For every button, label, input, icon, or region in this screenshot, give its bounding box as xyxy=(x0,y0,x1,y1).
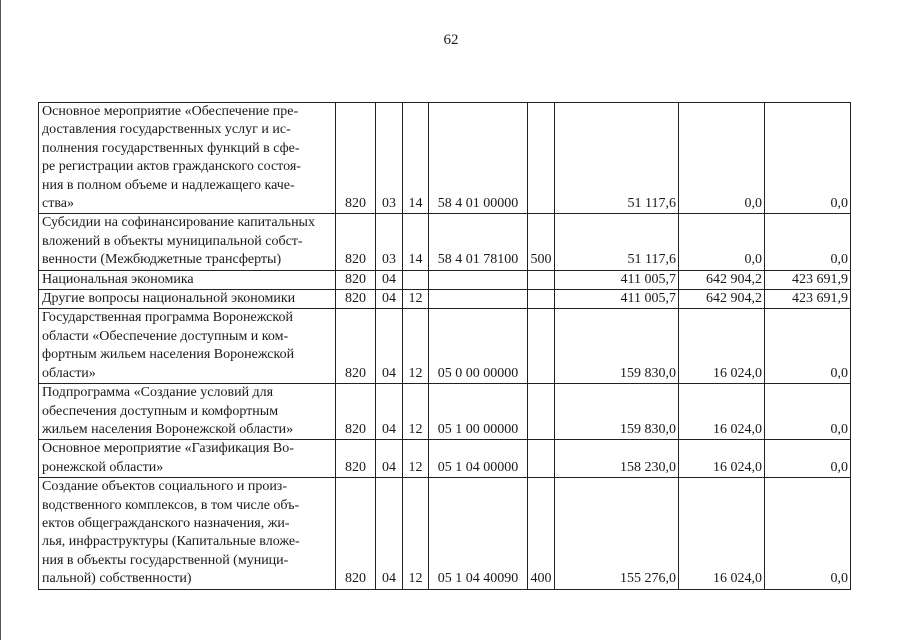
item-name-line: Субсидии на софинансирование капитальных xyxy=(42,215,315,231)
cell-expense-type xyxy=(528,290,555,309)
cell-target-article: 58 4 01 78100 xyxy=(429,214,528,270)
cell-amount-year-1: 155 276,0 xyxy=(555,478,679,589)
cell-amount-year-1: 411 005,7 xyxy=(555,270,679,289)
cell-item-name xyxy=(39,309,336,384)
item-name-line: ния в объекты государственной (муници- xyxy=(42,552,289,568)
item-name-line: ронежской области» xyxy=(42,459,164,475)
cell-amount-year-2: 642 904,2 xyxy=(679,290,765,309)
cell-expense-type xyxy=(528,384,555,440)
cell-amount-year-2: 16 024,0 xyxy=(679,440,765,478)
cell-amount-year-2: 642 904,2 xyxy=(679,270,765,289)
cell-amount-year-2: 16 024,0 xyxy=(679,384,765,440)
item-name-line: Другие вопросы национальной экономики xyxy=(42,291,296,307)
cell-item-name xyxy=(39,290,336,309)
item-name-line: водственного комплексов, в том числе объ- xyxy=(42,497,300,513)
cell-section-code: 04 xyxy=(376,384,403,440)
cell-amount-year-1: 159 830,0 xyxy=(555,309,679,384)
cell-item-name xyxy=(39,270,336,289)
cell-expense-type: 400 xyxy=(528,478,555,589)
cell-subsection-code xyxy=(403,270,429,289)
cell-section-code: 03 xyxy=(376,103,403,214)
cell-ministry-code: 820 xyxy=(336,440,376,478)
cell-amount-year-2: 16 024,0 xyxy=(679,478,765,589)
cell-section-code: 04 xyxy=(376,440,403,478)
cell-subsection-code: 14 xyxy=(403,214,429,270)
cell-amount-year-1: 158 230,0 xyxy=(555,440,679,478)
cell-amount-year-3: 0,0 xyxy=(765,103,851,214)
table-row xyxy=(39,103,851,214)
item-name-line: Государственная программа Воронежской xyxy=(42,310,293,326)
cell-item-name xyxy=(39,440,336,478)
budget-table xyxy=(38,102,851,590)
cell-amount-year-3: 0,0 xyxy=(765,214,851,270)
cell-item-name xyxy=(39,478,336,589)
cell-target-article xyxy=(429,290,528,309)
item-name-line: обеспечения доступным и комфортным xyxy=(42,403,279,419)
cell-amount-year-3: 423 691,9 xyxy=(765,270,851,289)
item-name-line: фортным жильем населения Воронежской xyxy=(42,347,295,363)
cell-ministry-code: 820 xyxy=(336,103,376,214)
table-row xyxy=(39,290,851,309)
cell-section-code: 04 xyxy=(376,309,403,384)
cell-ministry-code: 820 xyxy=(336,478,376,589)
cell-target-article: 58 4 01 00000 xyxy=(429,103,528,214)
cell-target-article: 05 1 04 00000 xyxy=(429,440,528,478)
item-name-line: области «Обеспечение доступным и ком- xyxy=(42,328,289,344)
item-name-line: полнения государственных функций в сфе- xyxy=(42,140,300,156)
item-name-line: Основное мероприятие «Обеспечение пре- xyxy=(42,104,299,119)
item-name-line: Основное мероприятие «Газификация Во- xyxy=(42,441,294,457)
item-name-line: области» xyxy=(42,365,96,381)
cell-expense-type xyxy=(528,103,555,214)
item-name-line: доставления государственных услуг и ис- xyxy=(42,122,291,138)
cell-expense-type: 500 xyxy=(528,214,555,270)
item-name-line: ства» xyxy=(42,196,74,212)
item-name-line: Подпрограмма «Создание условий для xyxy=(42,385,274,401)
cell-amount-year-1: 411 005,7 xyxy=(555,290,679,309)
cell-ministry-code: 820 xyxy=(336,309,376,384)
table-body xyxy=(39,103,851,590)
table-row xyxy=(39,440,851,478)
cell-amount-year-3: 0,0 xyxy=(765,309,851,384)
cell-ministry-code: 820 xyxy=(336,384,376,440)
cell-amount-year-2: 16 024,0 xyxy=(679,309,765,384)
cell-subsection-code: 12 xyxy=(403,384,429,440)
cell-target-article xyxy=(429,270,528,289)
cell-subsection-code: 12 xyxy=(403,440,429,478)
cell-target-article: 05 1 00 00000 xyxy=(429,384,528,440)
table-row xyxy=(39,309,851,384)
cell-expense-type xyxy=(528,309,555,384)
cell-expense-type xyxy=(528,440,555,478)
cell-item-name xyxy=(39,214,336,270)
cell-amount-year-1: 51 117,6 xyxy=(555,214,679,270)
cell-item-name xyxy=(39,384,336,440)
cell-ministry-code: 820 xyxy=(336,214,376,270)
item-name-line: ния в полном объеме и надлежащего каче- xyxy=(42,177,295,193)
cell-amount-year-3: 0,0 xyxy=(765,440,851,478)
cell-amount-year-3: 423 691,9 xyxy=(765,290,851,309)
cell-section-code: 03 xyxy=(376,214,403,270)
cell-section-code: 04 xyxy=(376,478,403,589)
item-name-line: вложений в объекты муниципальной собст- xyxy=(42,233,303,249)
cell-target-article: 05 0 00 00000 xyxy=(429,309,528,384)
item-name-line: ектов общегражданского назначения, жи- xyxy=(42,515,290,531)
cell-amount-year-2: 0,0 xyxy=(679,214,765,270)
item-name-line: Национальная экономика xyxy=(42,271,194,287)
table-row xyxy=(39,384,851,440)
cell-amount-year-3: 0,0 xyxy=(765,478,851,589)
table-row xyxy=(39,214,851,270)
cell-target-article: 05 1 04 40090 xyxy=(429,478,528,589)
table-row xyxy=(39,478,851,589)
item-name-line: жильем населения Воронежской области» xyxy=(42,421,294,437)
cell-section-code: 04 xyxy=(376,270,403,289)
page-number: 62 xyxy=(443,32,459,48)
item-name-line: лья, инфраструктуры (Капитальные вложе- xyxy=(42,534,300,550)
cell-ministry-code: 820 xyxy=(336,290,376,309)
cell-ministry-code: 820 xyxy=(336,270,376,289)
cell-subsection-code: 12 xyxy=(403,309,429,384)
cell-amount-year-3: 0,0 xyxy=(765,384,851,440)
cell-subsection-code: 12 xyxy=(403,290,429,309)
cell-subsection-code: 12 xyxy=(403,478,429,589)
item-name-line: ре регистрации актов гражданского состоя- xyxy=(42,159,301,175)
cell-amount-year-2: 0,0 xyxy=(679,103,765,214)
cell-amount-year-1: 51 117,6 xyxy=(555,103,679,214)
cell-expense-type xyxy=(528,270,555,289)
cell-section-code: 04 xyxy=(376,290,403,309)
item-name-line: пальной) собственности) xyxy=(42,571,192,587)
item-name-line: венности (Межбюджетные трансферты) xyxy=(42,252,282,268)
cell-subsection-code: 14 xyxy=(403,103,429,214)
cell-amount-year-1: 159 830,0 xyxy=(555,384,679,440)
item-name-line: Создание объектов социального и произ- xyxy=(42,479,287,495)
table-row xyxy=(39,270,851,289)
cell-item-name xyxy=(39,103,336,214)
page-left-edge xyxy=(0,0,1,640)
